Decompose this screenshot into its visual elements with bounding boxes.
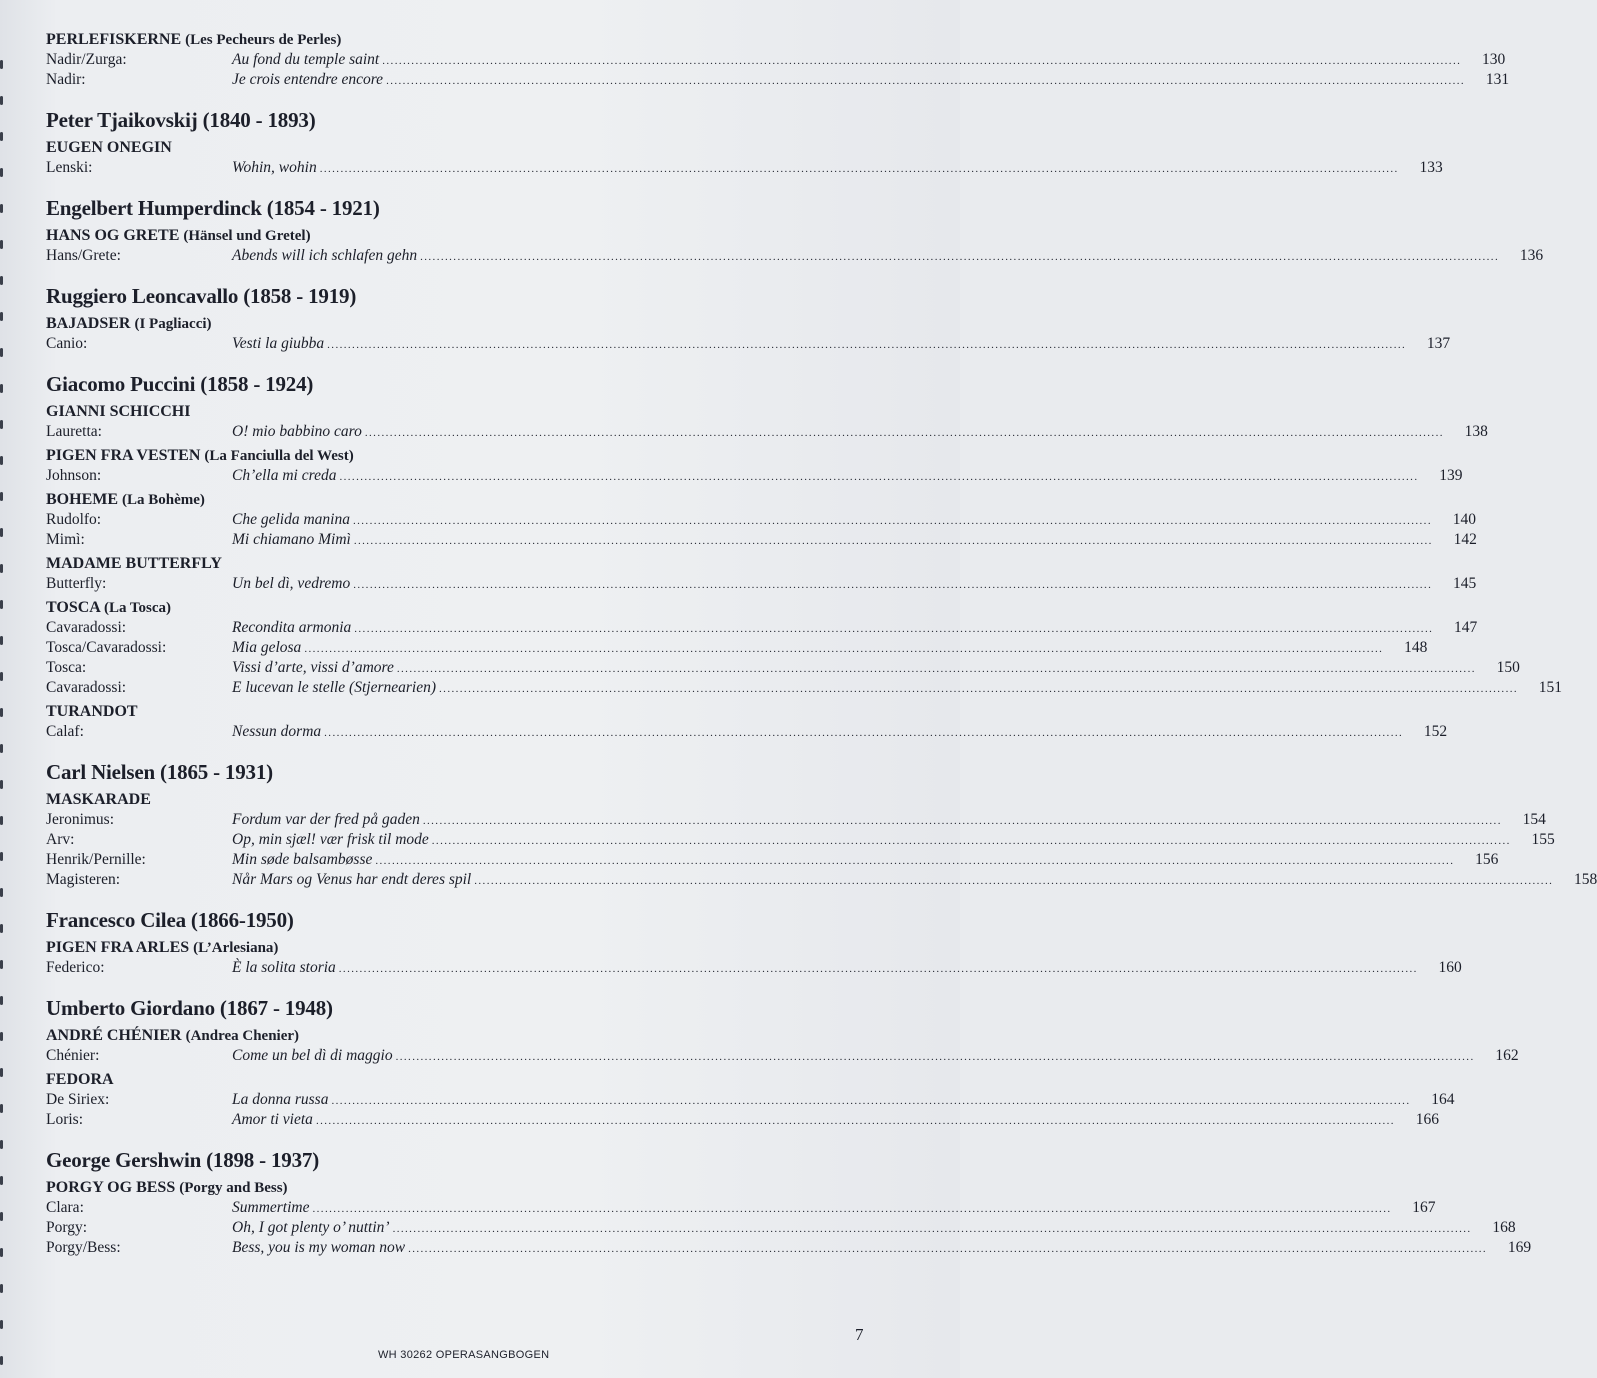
opera-title [46, 938, 884, 958]
binder-hole [0, 924, 3, 933]
opera-title [46, 138, 884, 158]
aria-row[interactable] [44, 574, 1477, 594]
aria-page-number: 142 [1453, 531, 1477, 548]
opera-title-text: PERLEFISKERNE [46, 31, 182, 48]
aria-row[interactable] [44, 638, 1428, 658]
aria-row[interactable] [44, 158, 1443, 178]
aria-page-number: 167 [1412, 1199, 1436, 1216]
dot-leader: .................................................................................................................................................................................................................................................................... [439, 683, 1519, 695]
opera-title [46, 598, 884, 618]
opera-original-title: (I Pagliacci) [134, 316, 212, 332]
role-label: Jeronimus: [46, 811, 115, 828]
composer-section [44, 760, 1597, 890]
role-label: Henrik/Pernille: [46, 851, 146, 868]
aria-page-number: 156 [1475, 851, 1499, 868]
aria-title: Wohin, wohin [232, 159, 317, 176]
aria-page-number: 131 [1485, 71, 1510, 88]
aria-title: Når Mars og Venus har endt deres spil [232, 871, 472, 888]
binder-hole [0, 1356, 3, 1365]
aria-title: Au fond du temple saint [232, 51, 380, 68]
role-label: Canio: [46, 335, 88, 352]
opera-entry [44, 446, 1463, 486]
dot-leader: .................................................................................................................................................................................................................................................................... [353, 535, 1433, 547]
binder-hole [0, 276, 3, 285]
binder-hole [0, 420, 3, 429]
binder-hole [0, 492, 3, 501]
opera-original-title: (Les Pecheurs de Perles) [185, 32, 342, 48]
dot-leader: .................................................................................................................................................................................................................................................................... [331, 1095, 1411, 1107]
binder-hole [0, 240, 3, 249]
composer-section [44, 1148, 1532, 1258]
role-label: Rudolfo: [46, 511, 102, 528]
aria-cell [232, 870, 1553, 891]
aria-row[interactable] [44, 70, 1510, 90]
role-label: Porgy: [46, 1219, 88, 1236]
composer-section [44, 372, 1563, 742]
binder-hole [0, 780, 3, 789]
role-label: Arv: [46, 831, 75, 848]
dot-leader: .................................................................................................................................................................................................................................................................... [327, 339, 1407, 351]
role-label: Calaf: [46, 723, 84, 740]
composer-section [44, 30, 1510, 90]
aria-page-number: 136 [1519, 247, 1544, 264]
opera-title [46, 1026, 884, 1046]
aria-page-number: 151 [1538, 679, 1563, 696]
aria-page-number: 150 [1496, 659, 1520, 676]
dot-leader: .................................................................................................................................................................................................................................................................... [395, 1051, 1475, 1063]
composer-heading: Francesco Cilea (1866-1950) [46, 908, 294, 932]
aria-cell [232, 1046, 1475, 1067]
aria-title: Mia gelosa [232, 639, 302, 656]
aria-title: Vissi d’arte, vissi d’amore [232, 659, 394, 676]
binder-hole [0, 132, 3, 141]
binder-hole [0, 456, 3, 465]
aria-title: Fordum var der fred på gaden [232, 811, 420, 828]
aria-cell [232, 958, 1418, 979]
role-label: De Siriex: [46, 1091, 110, 1108]
aria-title: O! mio babbino caro [232, 423, 362, 440]
aria-page-number: 160 [1438, 959, 1462, 976]
aria-title: Oh, I got plenty o’ nuttin’ [232, 1219, 390, 1236]
aria-page-number: 152 [1423, 723, 1448, 740]
opera-title-text: BOHEME [46, 491, 119, 508]
opera-entry [44, 598, 1563, 698]
binder-hole [0, 528, 3, 537]
opera-title-text: PIGEN FRA VESTEN [46, 447, 201, 464]
composer-heading: Peter Tjaikovskij (1840 - 1893) [46, 108, 316, 132]
composer-section [44, 908, 1462, 978]
binder-hole [0, 888, 3, 897]
opera-entry [44, 1070, 1455, 1130]
dot-leader: .................................................................................................................................................................................................................................................................... [352, 515, 1432, 527]
aria-cell [232, 530, 1433, 551]
dot-leader: .................................................................................................................................................................................................................................................................... [319, 163, 1399, 175]
opera-original-title: (La Fanciulla del West) [204, 448, 354, 464]
binder-hole [0, 1320, 3, 1329]
aria-page-number: 130 [1482, 51, 1506, 68]
aria-row[interactable] [44, 618, 1478, 638]
opera-title-text: MASKARADE [46, 791, 151, 808]
binder-hole [0, 1176, 3, 1185]
aria-row[interactable] [44, 1110, 1439, 1130]
binder-hole [0, 312, 3, 321]
dot-leader: .................................................................................................................................................................................................................................................................... [324, 727, 1404, 739]
opera-title-text: TURANDOT [46, 703, 138, 720]
dot-leader: .................................................................................................................................................................................................................................................................... [392, 1223, 1472, 1235]
aria-cell [232, 422, 1444, 443]
aria-cell [232, 246, 1499, 267]
binder-hole [0, 1104, 3, 1113]
opera-entry [44, 1178, 1532, 1258]
aria-title: E lucevan le stelle (Stjernearien) [232, 679, 437, 696]
aria-cell [232, 50, 1461, 71]
role-label: Loris: [46, 1111, 84, 1128]
dot-leader: .................................................................................................................................................................................................................................................................... [364, 427, 1444, 439]
aria-page-number: 166 [1415, 1111, 1439, 1128]
role-label: Cavaradossi: [46, 619, 127, 636]
opera-title [46, 30, 884, 50]
aria-row[interactable] [44, 870, 1597, 890]
role-label: Magisteren: [46, 871, 121, 888]
opera-title [46, 1070, 884, 1090]
opera-title-text: PORGY OG BESS [46, 1179, 176, 1196]
aria-title: Nessun dorma [232, 723, 322, 740]
opera-title [46, 790, 884, 810]
binder-hole [0, 564, 3, 573]
footer-catalog-line: WH 30262 OPERASANGBOGEN [378, 1349, 550, 1361]
binder-hole [0, 60, 3, 69]
aria-title: Mi chiamano Mimì [232, 531, 351, 548]
aria-cell [232, 618, 1433, 639]
aria-row[interactable] [44, 530, 1477, 550]
dot-leader: .................................................................................................................................................................................................................................................................... [338, 963, 1418, 975]
opera-entry [44, 702, 1448, 742]
opera-title [46, 446, 884, 466]
binder-hole [0, 600, 3, 609]
aria-cell [232, 510, 1432, 531]
opera-entry [44, 402, 1488, 442]
aria-cell [232, 1198, 1392, 1219]
role-label: Nadir/Zurga: [46, 51, 127, 68]
aria-page-number: 158 [1574, 871, 1597, 888]
role-label: Federico: [46, 959, 105, 976]
opera-entry [44, 1026, 1519, 1066]
binder-hole [0, 204, 3, 213]
opera-entry [44, 314, 1451, 354]
opera-entry [44, 30, 1510, 90]
aria-cell [232, 1218, 1472, 1239]
dot-leader: .................................................................................................................................................................................................................................................................... [315, 1115, 1395, 1127]
aria-page-number: 169 [1507, 1239, 1532, 1256]
aria-title: Come un bel dì di maggio [232, 1047, 393, 1064]
role-label: Lenski: [46, 159, 93, 176]
aria-row[interactable] [44, 850, 1499, 870]
composer-heading: Umberto Giordano (1867 - 1948) [46, 996, 333, 1020]
dot-leader: .................................................................................................................................................................................................................................................................... [422, 815, 1502, 827]
opera-title [46, 402, 884, 422]
aria-row[interactable] [44, 958, 1462, 978]
aria-row[interactable] [44, 1198, 1436, 1218]
dot-leader: .................................................................................................................................................................................................................................................................... [420, 251, 1500, 263]
aria-page-number: 168 [1492, 1219, 1516, 1236]
aria-cell [232, 850, 1454, 871]
opera-original-title: (Porgy and Bess) [179, 1180, 288, 1196]
opera-original-title: (Hänsel und Gretel) [183, 228, 311, 244]
binder-hole [0, 168, 3, 177]
page-number: 7 [855, 1325, 864, 1344]
aria-title: Un bel dì, vedremo [232, 575, 351, 592]
aria-cell [232, 466, 1418, 487]
opera-title-text: BAJADSER [46, 315, 131, 332]
aria-page-number: 164 [1431, 1091, 1455, 1108]
composer-heading: Ruggiero Leoncavallo (1858 - 1919) [46, 284, 357, 308]
aria-title: Amor ti vieta [232, 1111, 313, 1128]
aria-title: È la solita storia [232, 959, 336, 976]
opera-title-text: FEDORA [46, 1071, 114, 1088]
opera-title [46, 554, 884, 574]
aria-page-number: 155 [1531, 831, 1555, 848]
composer-heading: George Gershwin (1898 - 1937) [46, 1148, 319, 1172]
aria-page-number: 140 [1452, 511, 1476, 528]
opera-title [46, 314, 884, 334]
opera-title [46, 490, 884, 510]
aria-row[interactable] [44, 246, 1544, 266]
binder-hole [0, 1284, 3, 1293]
aria-cell [232, 1238, 1487, 1259]
aria-page-number: 139 [1439, 467, 1463, 484]
dot-leader: .................................................................................................................................................................................................................................................................... [339, 471, 1419, 483]
aria-cell [232, 638, 1383, 659]
aria-title: Che gelida manina [232, 511, 350, 528]
opera-original-title: (Andrea Chenier) [185, 1028, 300, 1044]
aria-cell [232, 1110, 1395, 1131]
role-label: Tosca/Cavaradossi: [46, 639, 167, 656]
dot-leader: .................................................................................................................................................................................................................................................................... [382, 55, 1462, 67]
dot-leader: .................................................................................................................................................................................................................................................................... [396, 663, 1476, 675]
binder-hole [0, 744, 3, 753]
aria-cell [232, 830, 1511, 851]
aria-row[interactable] [44, 830, 1555, 850]
role-label: Lauretta: [46, 423, 102, 440]
binder-hole [0, 996, 3, 1005]
opera-original-title: (L’Arlesiana) [193, 940, 279, 956]
opera-title-text: EUGEN ONEGIN [46, 139, 172, 156]
composer-section [44, 108, 1443, 178]
binder-hole [0, 1068, 3, 1077]
aria-page-number: 137 [1426, 335, 1451, 352]
aria-page-number: 162 [1495, 1047, 1519, 1064]
aria-cell [232, 70, 1465, 91]
aria-cell [232, 574, 1432, 595]
role-label: Clara: [46, 1199, 84, 1216]
dot-leader: .................................................................................................................................................................................................................................................................... [386, 75, 1466, 87]
opera-entry [44, 938, 1462, 978]
binder-hole [0, 1248, 3, 1257]
aria-cell [232, 810, 1502, 831]
composer-section [44, 196, 1544, 266]
aria-title: Vesti la giubba [232, 335, 325, 352]
dot-leader: .................................................................................................................................................................................................................................................................... [312, 1203, 1392, 1215]
dot-leader: .................................................................................................................................................................................................................................................................... [408, 1243, 1488, 1255]
aria-row[interactable] [44, 1238, 1532, 1258]
role-label: Butterfly: [46, 575, 107, 592]
aria-cell [232, 334, 1406, 355]
role-label: Porgy/Bess: [46, 1239, 121, 1256]
aria-row[interactable] [44, 510, 1476, 530]
opera-title-text: HANS OG GRETE [46, 227, 180, 244]
opera-title [46, 226, 884, 246]
aria-title: Je crois entendre encore [232, 71, 384, 88]
dot-leader: .................................................................................................................................................................................................................................................................... [474, 875, 1554, 887]
aria-title: Ch’ella mi creda [232, 467, 337, 484]
opera-entry [44, 490, 1477, 550]
opera-entry [44, 554, 1477, 594]
aria-row[interactable] [44, 658, 1520, 678]
aria-row[interactable] [44, 466, 1463, 486]
aria-row[interactable] [44, 678, 1563, 698]
aria-page-number: 138 [1464, 423, 1488, 440]
table-of-contents [44, 30, 1597, 1258]
aria-row[interactable] [44, 1090, 1455, 1110]
opera-title-text: PIGEN FRA ARLES [46, 939, 190, 956]
composer-section [44, 996, 1519, 1130]
opera-title-text: MADAME BUTTERFLY [46, 555, 222, 572]
binder-hole [0, 672, 3, 681]
opera-title [46, 1178, 884, 1198]
aria-title: Abends will ich schlafen gehn [232, 247, 418, 264]
role-label: Chénier: [46, 1047, 100, 1064]
aria-page-number: 145 [1452, 575, 1477, 592]
opera-entry [44, 790, 1597, 890]
aria-row[interactable] [44, 334, 1451, 354]
role-label: Mimì: [46, 531, 85, 548]
aria-title: Min søde balsambøsse [232, 851, 373, 868]
aria-row[interactable] [44, 1218, 1516, 1238]
aria-cell [232, 1090, 1410, 1111]
aria-cell [232, 658, 1476, 679]
aria-page-number: 148 [1404, 639, 1428, 656]
binder-holes [0, 0, 8, 1378]
aria-page-number: 133 [1419, 159, 1443, 176]
aria-title: Recondita armonia [232, 619, 352, 636]
opera-title-text: GIANNI SCHICCHI [46, 403, 191, 420]
aria-row[interactable] [44, 50, 1506, 70]
aria-cell [232, 722, 1403, 743]
opera-title-text: TOSCA [46, 599, 100, 616]
binder-hole [0, 708, 3, 717]
aria-title: Op, min sjæl! vær frisk til mode [232, 831, 429, 848]
aria-row[interactable] [44, 810, 1546, 830]
composer-heading: Carl Nielsen (1865 - 1931) [46, 760, 273, 784]
binder-hole [0, 816, 3, 825]
dot-leader: .................................................................................................................................................................................................................................................................... [375, 855, 1455, 867]
opera-title-text: ANDRÉ CHÉNIER [46, 1027, 182, 1044]
dot-leader: .................................................................................................................................................................................................................................................................... [431, 835, 1511, 847]
role-label: Nadir: [46, 71, 86, 88]
opera-entry [44, 138, 1443, 178]
binder-hole [0, 96, 3, 105]
composer-section [44, 284, 1451, 354]
aria-row[interactable] [44, 1046, 1519, 1066]
dot-leader: .................................................................................................................................................................................................................................................................... [353, 579, 1433, 591]
aria-title: Summertime [232, 1199, 310, 1216]
opera-original-title: (La Bohème) [122, 492, 205, 508]
aria-title: La donna russa [232, 1091, 329, 1108]
role-label: Tosca: [46, 659, 87, 676]
dot-leader: .................................................................................................................................................................................................................................................................... [354, 623, 1434, 635]
binder-hole [0, 384, 3, 393]
aria-page-number: 147 [1454, 619, 1478, 636]
aria-cell [232, 158, 1399, 179]
binder-hole [0, 636, 3, 645]
role-label: Johnson: [46, 467, 102, 484]
aria-page-number: 154 [1522, 811, 1546, 828]
aria-title: Bess, you is my woman now [232, 1239, 406, 1256]
composer-heading: Engelbert Humperdinck (1854 - 1921) [46, 196, 380, 220]
aria-row[interactable] [44, 422, 1488, 442]
aria-row[interactable] [44, 722, 1448, 742]
opera-entry [44, 226, 1544, 266]
role-label: Hans/Grete: [46, 247, 121, 264]
binder-hole [0, 960, 3, 969]
binder-hole [0, 852, 3, 861]
aria-cell [232, 678, 1518, 699]
composer-heading: Giacomo Puccini (1858 - 1924) [46, 372, 314, 396]
binder-hole [0, 1140, 3, 1149]
binder-hole [0, 1212, 3, 1221]
dot-leader: .................................................................................................................................................................................................................................................................... [304, 643, 1384, 655]
binder-hole [0, 348, 3, 357]
opera-original-title: (La Tosca) [103, 600, 172, 616]
opera-title [46, 702, 884, 722]
binder-hole [0, 1032, 3, 1041]
role-label: Cavaradossi: [46, 679, 127, 696]
